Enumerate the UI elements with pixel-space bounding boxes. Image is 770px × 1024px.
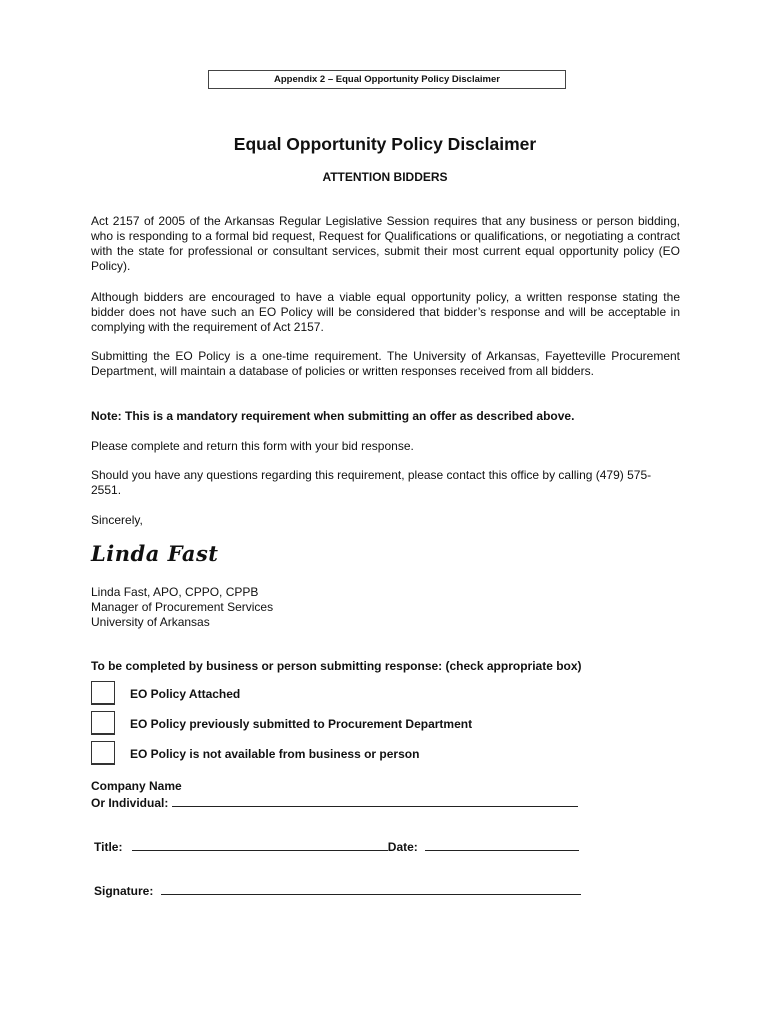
option-row-attached xyxy=(91,681,591,709)
option-row-previously-submitted xyxy=(91,711,591,739)
option-label-previously-submitted: EO Policy previously submitted to Procurement Department xyxy=(130,717,473,731)
signature-row xyxy=(94,882,581,898)
appendix-header: Appendix 2 – Equal Opportunity Policy Disclaimer xyxy=(208,70,566,89)
date-input-line[interactable] xyxy=(425,838,579,851)
paragraph-act: Act 2157 of 2005 of the Arkansas Regular Legislative Session requires that any business or person bidding, who is responding to a formal bid request, Request for Qualifications or qualifications, or negotiating a contract with the state for professional or consultant services, submit their most current equal opportunity policy (EO Policy). xyxy=(91,214,680,273)
checkbox-eo-previously-submitted[interactable] xyxy=(91,711,115,735)
signer-block xyxy=(91,585,273,630)
title-label: Title: xyxy=(94,840,123,854)
paragraph-return: Please complete and return this form with your bid response. xyxy=(91,439,414,453)
form-instruction: To be completed by business or person submitting response: (check appropriate box) xyxy=(91,659,582,673)
option-row-not-available xyxy=(91,741,591,769)
company-label-line1: Company Name xyxy=(91,779,182,793)
title-date-row xyxy=(94,838,579,854)
option-label-attached: EO Policy Attached xyxy=(130,687,241,701)
title-input-line[interactable] xyxy=(132,838,388,851)
company-label-line2: Or Individual: xyxy=(91,796,169,810)
checkbox-eo-not-available[interactable] xyxy=(91,741,115,765)
company-field xyxy=(91,778,578,811)
paragraph-contact: Should you have any questions regarding this requirement, please contact this office by calling (479) 575-2551. xyxy=(91,468,652,497)
paragraph-note: Note: This is a mandatory requirement when submitting an offer as described above. xyxy=(91,409,575,423)
document-subtitle: ATTENTION BIDDERS xyxy=(322,170,448,184)
company-name-input-line[interactable] xyxy=(172,794,578,807)
document-title: Equal Opportunity Policy Disclaimer xyxy=(233,134,537,154)
signer-title: Manager of Procurement Services xyxy=(91,600,274,614)
paragraph-bidders: Although bidders are encouraged to have a viable equal opportunity policy, a written response stating the bidder does not have such an EO Policy will be considered that bidder’s response and will be acceptable in complying with the requirement of Act 2157. xyxy=(91,290,680,334)
signer-name: Linda Fast, APO, CPPO, CPPB xyxy=(91,585,259,599)
signature-input-line[interactable] xyxy=(161,882,581,895)
handwritten-signature: Linda Fast xyxy=(91,541,219,566)
date-label: Date: xyxy=(387,840,418,854)
checkbox-eo-attached[interactable] xyxy=(91,681,115,705)
option-label-not-available: EO Policy is not available from business or person xyxy=(130,747,420,761)
paragraph-one-time: Submitting the EO Policy is a one-time requirement. The University of Arkansas, Fayetteville Procurement Department, will maintain a database of policies or written responses received from all bidders. xyxy=(91,349,680,378)
signature-label: Signature: xyxy=(94,884,154,898)
signer-org: University of Arkansas xyxy=(91,615,210,629)
paragraph-sincerely: Sincerely, xyxy=(91,513,143,527)
